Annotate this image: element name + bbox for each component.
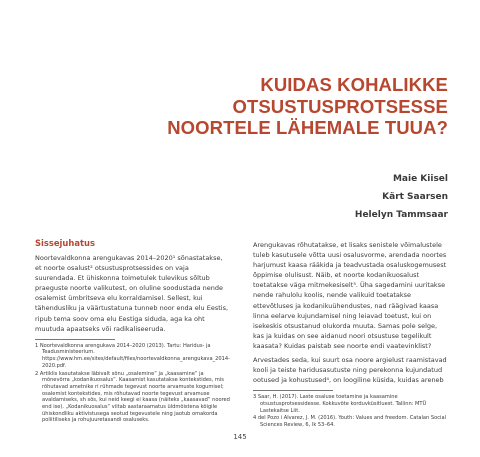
right-column <box>253 240 449 430</box>
footnote-list <box>253 394 449 429</box>
left-column <box>35 238 231 425</box>
footnote-divider <box>253 390 333 393</box>
section-heading: Sissejuhatus <box>35 238 95 248</box>
footnote-2: 2 Artiklis kasutatakse läbivalt sõnu „osalemine“ ja „kaasamine“ ja mõnevõrra „kodanikuosalus“. Kaasamist kasutatakse kontekstides, mis rõhutavad ametnike ri rühmade tegevust noorte arvamuste kogumisel; osalemist kontekstides, mis rõhutavad noorte tegevust arvamuse avaldamiseks, sh sõs, kui neid keegi ei kaasa (näiteks „kaasavad“ noored end ise). „Kodanikuosalus“ viitab aastaraamatus üldmõistena kõigile ühiskondliku aktivistusega seotud tegevustele ning jaotub omakorda poliitiliseks ja rohujuuretasandi osaluseks. <box>35 370 230 424</box>
body-paragraph-1: Arengukavas rõhutatakse, et lisaks senistele võimalustele tuleb kasutusele võtta uusi osalusvorme, arendada noortes harjumust kaasa rääkida ja teadvustada osaluskogemusest õppimise olulisust. Näib, et noorte kodanikuosalust toetatakse väga mitmekesiselt³. Üha sagedamini uuritakse nende rahulolu koolis, nende valikuid toetatakse ettevõtluses ja kodanikuühendustes, nad räägivad kaasa linna eelarve kujundamisel ning leiavad toetust, kui on isekeskis otsustanud olukorda muuta. Samas pole selge, kas ja kuidas on see aidanud noori otsustuse tegelikult kaasata? Kuidas paistab see noorte endi vaatevinklist? <box>253 241 447 350</box>
footnote-list <box>35 343 231 424</box>
author-name: Helelyn Tammsaar <box>354 210 448 220</box>
author-name: Maie Kiisel <box>392 174 448 184</box>
title-line-3: NOORTELE LÄHEMALE TUUA? <box>167 117 448 138</box>
footnote-divider <box>35 339 115 342</box>
footnote-3: 3 Saar, H. (2017). Laste osaluse toetamine ja kaasamine otsustusprotsessidesse. Kokkuvõte korduvküsitluest. Tallinn: MTÜ Lastekaitse Liit. <box>253 394 427 414</box>
footnote-1: 1 Noortevaldkonna arengukava 2014–2020 (2013). Tartu: Haridus- ja Teadusministeerium. https://www.hm.ee/sites/default/files/noortevaldkonna_arengukava_2014-2020.pdf. <box>35 342 230 369</box>
intro-paragraph: Noortevaldkonna arengukavas 2014–2020¹ sõnastatakse, et noorte osalust² otsustusprotsessides on vaja suurendada. Et ühiskonna toimetulek tulevikus sõltub praeguste noorte valikutest, on oluline soodustada nende osalemist ümbritseva elu korraldamisel. Sellest, kui tähendusliku ja väärtustatuna tunneb noor enda elu Eestis, ripub tema soov oma elu Eestiga siduda, aga ka oht muutuda apaatseks või radikaliseeruda. <box>35 254 229 333</box>
author-name: Kärt Saarsen <box>382 192 448 202</box>
title-line-2: OTSUSTUSPROTSESSE <box>232 95 448 117</box>
author-list <box>248 170 448 224</box>
footnote-4: 4 del Pozo i Alvarez, J. M. (2016). Youth: Values and freedom. Catalan Social Sciences Review, 6, lk 53–64. <box>253 415 447 429</box>
body-paragraph-2: Arvestades seda, kui suurt osa noore argielust raamistavad kooli ja teiste haridusasutuste ning perekonna kujundatud ootused ja kohustused⁴, on loogiline küsida, kuidas areneb <box>253 356 447 385</box>
page-number: 145 <box>233 433 247 441</box>
article-title <box>68 74 448 139</box>
title-line-1: KUIDAS KOHALIKKE <box>260 74 448 95</box>
